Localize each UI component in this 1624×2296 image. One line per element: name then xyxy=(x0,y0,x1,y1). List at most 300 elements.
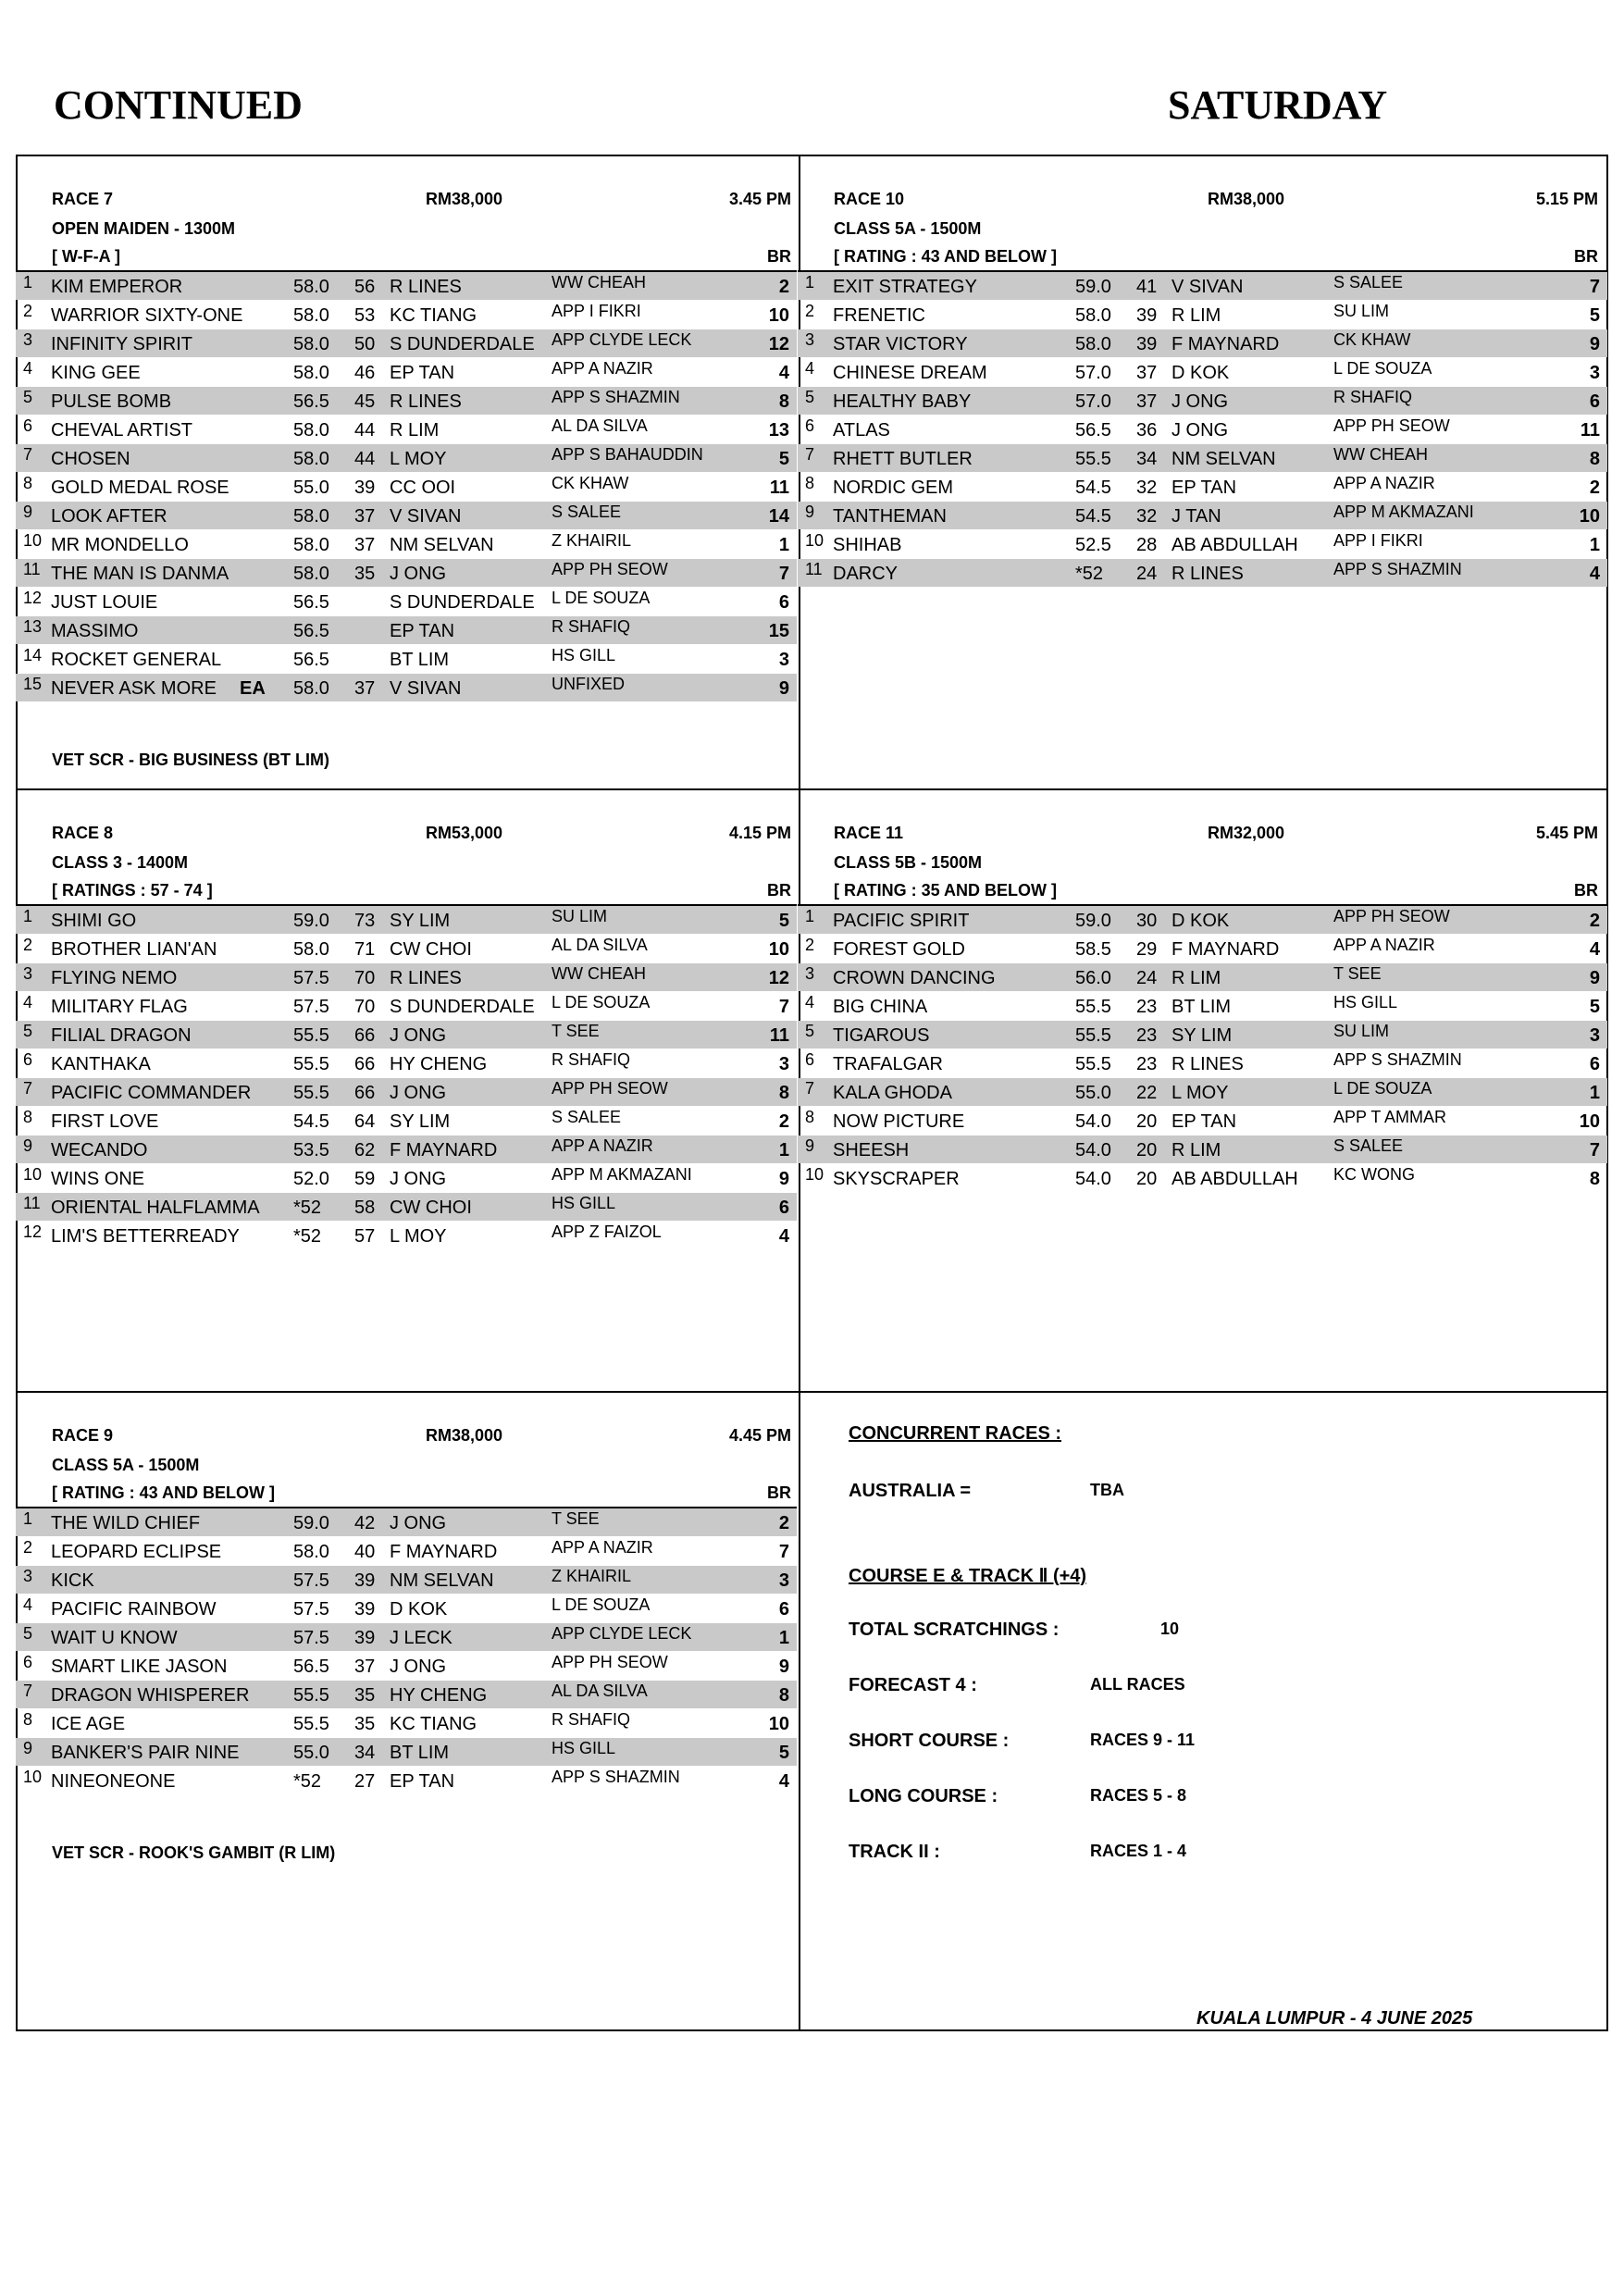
runner-number: 8 xyxy=(805,474,815,492)
weight: 55.5 xyxy=(1075,1054,1111,1074)
race-prize: RM38,000 xyxy=(426,190,503,208)
rating: 34 xyxy=(1136,449,1158,469)
short-course-value: RACES 9 - 11 xyxy=(1090,1731,1196,1749)
trainer: L DE SOUZA xyxy=(552,993,651,1011)
weight: 57.5 xyxy=(293,1570,329,1591)
race-prize: RM38,000 xyxy=(1208,190,1285,208)
barrier: 3 xyxy=(1589,363,1600,383)
runner-number: 2 xyxy=(23,936,33,954)
barrier: 4 xyxy=(1589,564,1600,584)
rating: 24 xyxy=(1136,968,1158,988)
runner-row xyxy=(16,1652,797,1680)
rating: 39 xyxy=(1136,305,1158,326)
runner-row xyxy=(16,1508,797,1536)
trainer: KC WONG xyxy=(1333,1165,1415,1184)
barrier: 11 xyxy=(1580,420,1600,441)
runner-row xyxy=(16,387,797,415)
rating: 36 xyxy=(1136,420,1158,441)
horse-name: KICK xyxy=(51,1570,94,1591)
weight: 57.0 xyxy=(1075,363,1111,383)
barrier: 1 xyxy=(1589,1083,1600,1103)
rating: 23 xyxy=(1136,1025,1158,1046)
horse-name: THE WILD CHIEF xyxy=(51,1513,201,1533)
runner-number: 3 xyxy=(23,964,33,983)
jockey: EP TAN xyxy=(390,1771,455,1792)
rating: 66 xyxy=(354,1025,376,1046)
horse-name: RHETT BUTLER xyxy=(833,449,973,469)
rating: 39 xyxy=(354,478,376,498)
runner-number: 4 xyxy=(23,993,33,1011)
trainer: AL DA SILVA xyxy=(552,936,648,954)
barrier: 3 xyxy=(1589,1025,1600,1046)
rating: 53 xyxy=(354,305,376,326)
runner-number: 7 xyxy=(805,445,815,464)
trainer: HS GILL xyxy=(552,1739,616,1757)
trainer: APP A NAZIR xyxy=(552,1538,653,1557)
weight: 59.0 xyxy=(293,911,329,931)
horse-name: ORIENTAL HALFLAMMA xyxy=(51,1198,260,1218)
horse-name: FIRST LOVE xyxy=(51,1111,159,1132)
barrier: 9 xyxy=(778,1169,789,1189)
trainer: APP PH SEOW xyxy=(552,1079,668,1098)
runner-row xyxy=(798,1136,1607,1163)
weight: 55.5 xyxy=(293,1714,329,1734)
race-number: RACE 10 xyxy=(834,190,905,208)
jockey: J ONG xyxy=(1172,391,1229,412)
trainer: APP PH SEOW xyxy=(1333,907,1450,925)
trainer: APP A NAZIR xyxy=(1333,936,1435,954)
runner-number: 1 xyxy=(805,907,815,925)
barrier: 8 xyxy=(778,391,789,412)
rating: 44 xyxy=(354,420,376,441)
jockey: R LINES xyxy=(1172,564,1244,584)
runner-number: 3 xyxy=(805,964,815,983)
trainer: Z KHAIRIL xyxy=(552,531,632,550)
jockey: J ONG xyxy=(390,1083,447,1103)
horse-name: CROWN DANCING xyxy=(833,968,996,988)
jockey: NM SELVAN xyxy=(390,1570,494,1591)
runner-row xyxy=(798,416,1607,443)
jockey: BT LIM xyxy=(1172,997,1232,1017)
horse-name: FILIAL DRAGON xyxy=(51,1025,192,1046)
trainer: R SHAFIQ xyxy=(552,617,631,636)
weight: 54.0 xyxy=(1075,1111,1111,1132)
trainer: T SEE xyxy=(1333,964,1382,983)
runner-row xyxy=(16,1193,797,1221)
trainer: APP CLYDE LECK xyxy=(552,1624,692,1643)
horse-name: WAIT U KNOW xyxy=(51,1628,178,1648)
vet-scratching-note: VET SCR - BIG BUSINESS (BT LIM) xyxy=(52,751,330,769)
runner-row xyxy=(798,272,1607,300)
weight: 55.0 xyxy=(293,1743,329,1763)
weight: 57.5 xyxy=(293,968,329,988)
rating: 20 xyxy=(1136,1111,1158,1132)
barrier: 4 xyxy=(778,1226,789,1247)
runner-number: 6 xyxy=(805,416,815,435)
horse-name: MILITARY FLAG xyxy=(51,997,188,1017)
runner-row xyxy=(16,1738,797,1766)
race-rating: [ W-F-A ] xyxy=(52,247,120,266)
horse-name: KANTHAKA xyxy=(51,1054,151,1074)
runner-number: 1 xyxy=(23,907,33,925)
horse-name: NEVER ASK MORE xyxy=(51,678,217,699)
jockey: AB ABDULLAH xyxy=(1172,535,1298,555)
runner-row xyxy=(16,1164,797,1192)
runner-row xyxy=(16,502,797,529)
horse-name: THE MAN IS DANMA xyxy=(51,564,229,584)
trainer: APP S BAHAUDDIN xyxy=(552,445,703,464)
horse-name: KALA GHODA xyxy=(833,1083,952,1103)
weight: 56.5 xyxy=(293,592,329,613)
horse-name: LOOK AFTER xyxy=(51,506,167,527)
trainer: S SALEE xyxy=(1333,1136,1404,1155)
barrier: 7 xyxy=(778,997,789,1017)
horse-name: NINEONEONE xyxy=(51,1771,176,1792)
jockey: L MOY xyxy=(1172,1083,1229,1103)
rating: 37 xyxy=(354,1657,376,1677)
runner-number: 10 xyxy=(805,1165,824,1184)
trainer: APP A NAZIR xyxy=(552,1136,653,1155)
trainer: L DE SOUZA xyxy=(552,589,651,607)
jockey: KC TIANG xyxy=(390,1714,477,1734)
runner-number: 2 xyxy=(805,936,815,954)
runner-row xyxy=(798,1164,1607,1192)
horse-name: LEOPARD ECLIPSE xyxy=(51,1542,222,1562)
jockey: F MAYNARD xyxy=(1172,334,1280,354)
horse-name: WARRIOR SIXTY-ONE xyxy=(51,305,243,326)
weight: 54.0 xyxy=(1075,1169,1111,1189)
rating: 32 xyxy=(1136,506,1158,527)
weight: 56.5 xyxy=(293,1657,329,1677)
trainer: APP I FIKRI xyxy=(552,302,641,320)
trainer: HS GILL xyxy=(552,1194,616,1212)
runner-number: 3 xyxy=(805,330,815,349)
runner-number: 6 xyxy=(23,416,33,435)
runner-row xyxy=(798,387,1607,415)
runner-number: 6 xyxy=(23,1653,33,1671)
horse-name: BANKER'S PAIR NINE xyxy=(51,1743,240,1763)
weight: 58.0 xyxy=(293,1542,329,1562)
trainer: S SALEE xyxy=(552,503,622,521)
runner-row xyxy=(798,329,1607,357)
weight: 54.5 xyxy=(1075,506,1111,527)
runner-row xyxy=(798,1107,1607,1135)
horse-name: JUST LOUIE xyxy=(51,592,158,613)
barrier: 13 xyxy=(768,420,789,441)
jockey: CC OOI xyxy=(390,478,456,498)
rating: 32 xyxy=(1136,478,1158,498)
trainer: APP Z FAIZOL xyxy=(552,1222,662,1241)
weight: 52.0 xyxy=(293,1169,329,1189)
weight: 58.0 xyxy=(293,564,329,584)
horse-name: FOREST GOLD xyxy=(833,939,965,960)
rating: 34 xyxy=(354,1743,376,1763)
rating: 56 xyxy=(354,277,376,297)
jockey: NM SELVAN xyxy=(1172,449,1276,469)
runner-number: 4 xyxy=(805,359,815,378)
barrier: 8 xyxy=(1589,449,1600,469)
horse-name: FLYING NEMO xyxy=(51,968,178,988)
runner-number: 9 xyxy=(23,503,33,521)
runner-number: 1 xyxy=(23,1509,33,1528)
runner-row xyxy=(16,588,797,615)
runner-row xyxy=(16,1136,797,1163)
runner-number: 9 xyxy=(805,1136,815,1155)
jockey: BT LIM xyxy=(390,650,450,670)
barrier: 4 xyxy=(1589,939,1600,960)
weight: 54.5 xyxy=(293,1111,329,1132)
jockey: CW CHOI xyxy=(390,939,472,960)
runner-row xyxy=(16,935,797,962)
trainer: L DE SOUZA xyxy=(1333,1079,1432,1098)
race-class: CLASS 5B - 1500M xyxy=(834,853,983,872)
barrier: 5 xyxy=(1589,997,1600,1017)
row-divider-1 xyxy=(18,788,1606,790)
weight: 58.0 xyxy=(293,277,329,297)
race-time: 3.45 PM xyxy=(728,190,791,208)
horse-name: BROTHER LIAN'AN xyxy=(51,939,217,960)
runner-row xyxy=(16,416,797,443)
barrier: 4 xyxy=(778,1771,789,1792)
jockey: L MOY xyxy=(390,1226,447,1247)
header-continued: CONTINUED xyxy=(54,82,303,128)
runner-row xyxy=(16,1595,797,1622)
rating: 46 xyxy=(354,363,376,383)
weight: *52 xyxy=(293,1198,322,1218)
course-track-label: COURSE E & TRACK Ⅱ (+4) xyxy=(849,1566,1087,1586)
runner-number: 3 xyxy=(23,1567,33,1585)
jockey: HY CHENG xyxy=(390,1054,488,1074)
horse-name: MR MONDELLO xyxy=(51,535,189,555)
runner-row xyxy=(16,301,797,329)
race-time: 5.45 PM xyxy=(1535,824,1598,842)
runner-number: 10 xyxy=(23,1768,43,1786)
runner-number: 5 xyxy=(805,1022,815,1040)
race-rating: [ RATING : 43 AND BELOW ] xyxy=(834,247,1057,266)
horse-name: DARCY xyxy=(833,564,899,584)
horse-name: EXIT STRATEGY xyxy=(833,277,977,297)
horse-name: TRAFALGAR xyxy=(833,1054,943,1074)
horse-name: GOLD MEDAL ROSE xyxy=(51,478,229,498)
runner-row xyxy=(16,1222,797,1249)
weight: 59.0 xyxy=(1075,277,1111,297)
rating: 71 xyxy=(354,939,376,960)
runner-row xyxy=(16,992,797,1020)
weight: 55.0 xyxy=(1075,1083,1111,1103)
trainer: L DE SOUZA xyxy=(552,1595,651,1614)
weight: 59.0 xyxy=(1075,911,1111,931)
jockey: J ONG xyxy=(390,1025,447,1046)
jockey: R LINES xyxy=(390,968,462,988)
barrier: 1 xyxy=(778,1628,789,1648)
runner-number: 1 xyxy=(23,273,33,292)
rating: 23 xyxy=(1136,997,1158,1017)
weight: *52 xyxy=(293,1771,322,1792)
runner-number: 7 xyxy=(805,1079,815,1098)
jockey: SY LIM xyxy=(390,911,451,931)
short-course-label: SHORT COURSE : xyxy=(849,1731,1010,1751)
weight: 56.5 xyxy=(293,391,329,412)
weight: 58.0 xyxy=(293,449,329,469)
trainer: S SALEE xyxy=(1333,273,1404,292)
rating: 37 xyxy=(354,678,376,699)
jockey: L MOY xyxy=(390,449,447,469)
runner-number: 11 xyxy=(23,1194,41,1212)
weight: 53.5 xyxy=(293,1140,329,1160)
runner-row xyxy=(16,272,797,300)
runner-row xyxy=(16,1537,797,1565)
jockey: HY CHENG xyxy=(390,1685,488,1706)
weight: 57.5 xyxy=(293,997,329,1017)
horse-name: INFINITY SPIRIT xyxy=(51,334,192,354)
barrier: 7 xyxy=(1589,1140,1600,1160)
barrier: 9 xyxy=(1589,968,1600,988)
runner-number: 4 xyxy=(23,1595,33,1614)
trainer: APP PH SEOW xyxy=(552,560,668,578)
runner-number: 9 xyxy=(23,1739,33,1757)
rating: 30 xyxy=(1136,911,1158,931)
runner-row xyxy=(16,906,797,934)
jockey: V SIVAN xyxy=(1172,277,1244,297)
barrier-header: BR xyxy=(767,1483,791,1502)
jockey: J LECK xyxy=(390,1628,452,1648)
race-rating: [ RATING : 43 AND BELOW ] xyxy=(52,1483,275,1502)
trainer: Z KHAIRIL xyxy=(552,1567,632,1585)
runner-number: 10 xyxy=(805,531,824,550)
trainer: APP M AKMAZANI xyxy=(1333,503,1474,521)
trainer: APP M AKMAZANI xyxy=(552,1165,692,1184)
horse-name: MASSIMO xyxy=(51,621,139,641)
barrier: 7 xyxy=(778,1542,789,1562)
track-ii-value: RACES 1 - 4 xyxy=(1090,1842,1187,1860)
trainer: HS GILL xyxy=(1333,993,1398,1011)
runner-row xyxy=(16,444,797,472)
barrier: 1 xyxy=(778,535,789,555)
jockey: J ONG xyxy=(390,564,447,584)
horse-name: NORDIC GEM xyxy=(833,478,953,498)
weight: 58.5 xyxy=(1075,939,1111,960)
jockey: R LINES xyxy=(390,277,462,297)
barrier: 3 xyxy=(778,650,789,670)
race-rating: [ RATING : 35 AND BELOW ] xyxy=(834,881,1057,900)
barrier: 10 xyxy=(768,1714,789,1734)
runner-row xyxy=(798,530,1607,558)
runner-number: 2 xyxy=(805,302,815,320)
runner-row xyxy=(16,1681,797,1708)
weight: 55.5 xyxy=(293,1083,329,1103)
race-class: CLASS 5A - 1500M xyxy=(834,219,982,238)
horse-name: FRENETIC xyxy=(833,305,925,326)
weight: 56.5 xyxy=(293,650,329,670)
race-rating: [ RATINGS : 57 - 74 ] xyxy=(52,881,213,900)
weight: 58.0 xyxy=(293,334,329,354)
runner-row xyxy=(798,559,1607,587)
barrier: 11 xyxy=(769,1025,789,1046)
barrier: 5 xyxy=(1589,305,1600,326)
runner-number: 7 xyxy=(23,1682,33,1700)
concurrent-races-label: CONCURRENT RACES : xyxy=(849,1423,1061,1444)
trainer: R SHAFIQ xyxy=(552,1710,631,1729)
jockey: KC TIANG xyxy=(390,305,477,326)
jockey: R LIM xyxy=(1172,968,1221,988)
barrier: 2 xyxy=(778,1111,789,1132)
barrier: 8 xyxy=(1589,1169,1600,1189)
barrier-header: BR xyxy=(1574,247,1598,266)
weight: 58.0 xyxy=(293,939,329,960)
barrier: 6 xyxy=(1589,391,1600,412)
jockey: SY LIM xyxy=(390,1111,451,1132)
race-number: RACE 8 xyxy=(52,824,114,842)
jockey: EP TAN xyxy=(1172,478,1237,498)
rating: 62 xyxy=(354,1140,376,1160)
runner-row xyxy=(798,935,1607,962)
race-class: OPEN MAIDEN - 1300M xyxy=(52,219,236,238)
jockey: R LIM xyxy=(1172,305,1221,326)
weight: 55.5 xyxy=(1075,1025,1111,1046)
horse-name: LIM'S BETTERREADY xyxy=(51,1226,240,1247)
runner-row xyxy=(16,1021,797,1049)
horse-name: ATLAS xyxy=(833,420,890,441)
australia-value: TBA xyxy=(1090,1481,1124,1499)
jockey: D KOK xyxy=(1172,363,1230,383)
runner-row xyxy=(16,1709,797,1737)
jockey: R LIM xyxy=(1172,1140,1221,1160)
trainer: APP S SHAZMIN xyxy=(552,388,680,406)
runner-row xyxy=(798,1021,1607,1049)
runner-number: 10 xyxy=(23,531,43,550)
rating: 44 xyxy=(354,449,376,469)
weight: 58.0 xyxy=(1075,305,1111,326)
runner-row xyxy=(16,1623,797,1651)
jockey: V SIVAN xyxy=(390,506,462,527)
jockey: R LINES xyxy=(1172,1054,1244,1074)
trainer: APP S SHAZMIN xyxy=(1333,1050,1462,1069)
jockey: F MAYNARD xyxy=(1172,939,1280,960)
horse-name: SHIHAB xyxy=(833,535,902,555)
horse-name: STAR VICTORY xyxy=(833,334,968,354)
barrier: 5 xyxy=(778,1743,789,1763)
race-number: RACE 9 xyxy=(52,1426,114,1445)
runner-number: 8 xyxy=(805,1108,815,1126)
horse-name: CHEVAL ARTIST xyxy=(51,420,193,441)
horse-name: TIGAROUS xyxy=(833,1025,930,1046)
horse-name: WINS ONE xyxy=(51,1169,145,1189)
forecast-label: FORECAST 4 : xyxy=(849,1675,977,1695)
runner-row xyxy=(798,963,1607,991)
trainer: APP CLYDE LECK xyxy=(552,330,692,349)
rating: 29 xyxy=(1136,939,1158,960)
barrier: 8 xyxy=(778,1083,789,1103)
runner-number: 11 xyxy=(805,560,823,578)
race-class: CLASS 5A - 1500M xyxy=(52,1456,200,1474)
runner-row xyxy=(16,358,797,386)
weight: 54.0 xyxy=(1075,1140,1111,1160)
runner-row xyxy=(798,992,1607,1020)
weight: 58.0 xyxy=(1075,334,1111,354)
trainer: APP T AMMAR xyxy=(1333,1108,1447,1126)
barrier-header: BR xyxy=(767,247,791,266)
jockey: CW CHOI xyxy=(390,1198,472,1218)
runner-number: 5 xyxy=(23,1022,33,1040)
trainer: APP S SHAZMIN xyxy=(552,1768,680,1786)
barrier: 2 xyxy=(1589,911,1600,931)
jockey: EP TAN xyxy=(1172,1111,1237,1132)
weight: 55.5 xyxy=(293,1054,329,1074)
race-time: 4.45 PM xyxy=(728,1426,791,1445)
barrier: 10 xyxy=(1579,1111,1600,1132)
rating: 37 xyxy=(1136,363,1158,383)
rating: 20 xyxy=(1136,1140,1158,1160)
